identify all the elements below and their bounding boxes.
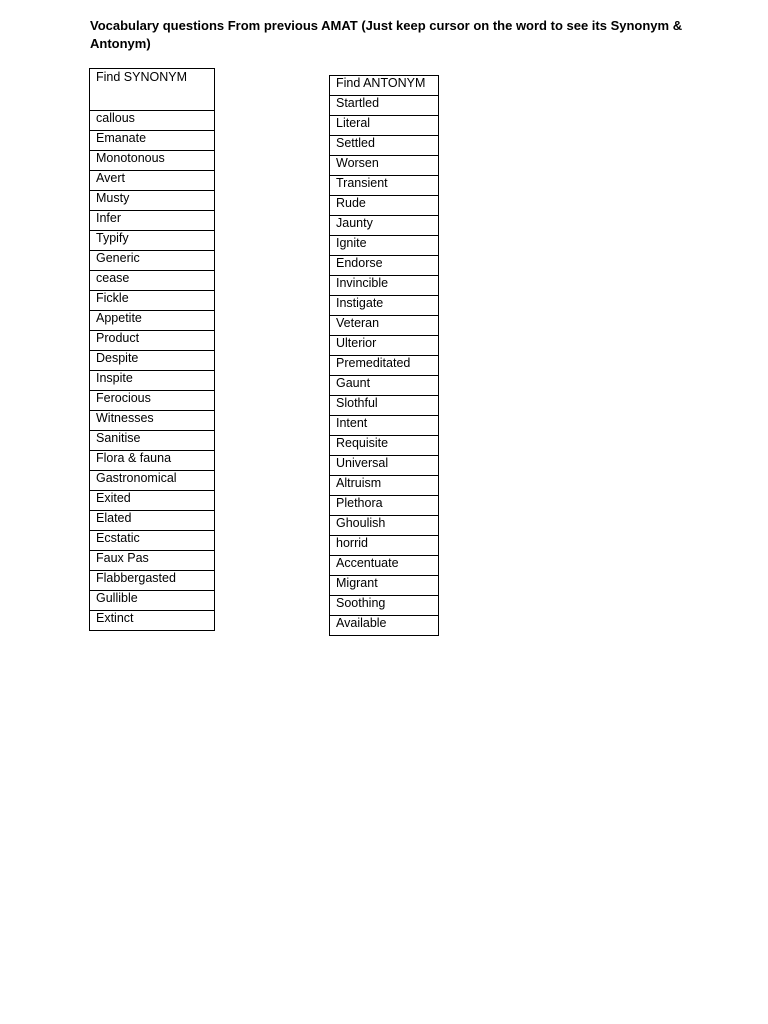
antonym-row xyxy=(330,116,439,136)
antonym-word[interactable]: Worsen xyxy=(330,156,439,176)
synonym-row xyxy=(90,171,215,191)
antonym-word[interactable]: Available xyxy=(330,616,439,636)
synonym-row xyxy=(90,391,215,411)
synonym-word[interactable]: Emanate xyxy=(90,131,215,151)
antonym-row xyxy=(330,356,439,376)
synonym-row xyxy=(90,111,215,131)
antonym-word[interactable]: Universal xyxy=(330,456,439,476)
antonym-word[interactable]: Soothing xyxy=(330,596,439,616)
antonym-word[interactable]: Gaunt xyxy=(330,376,439,396)
synonym-row xyxy=(90,311,215,331)
document-title: Vocabulary questions From previous AMAT (Just keep cursor on the word to see its Synonym & Antonym) xyxy=(90,18,683,51)
antonym-row xyxy=(330,616,439,636)
synonym-word[interactable]: cease xyxy=(90,271,215,291)
synonym-row xyxy=(90,371,215,391)
antonym-header-row xyxy=(330,76,439,96)
synonym-word[interactable]: Infer xyxy=(90,211,215,231)
antonym-row xyxy=(330,416,439,436)
synonym-header: Find SYNONYM xyxy=(90,69,215,111)
antonym-row xyxy=(330,596,439,616)
synonym-row xyxy=(90,231,215,251)
synonym-row xyxy=(90,471,215,491)
antonym-row xyxy=(330,516,439,536)
antonym-row xyxy=(330,256,439,276)
antonym-word[interactable]: Instigate xyxy=(330,296,439,316)
antonym-row xyxy=(330,176,439,196)
synonym-row xyxy=(90,551,215,571)
synonym-row xyxy=(90,251,215,271)
antonym-word[interactable]: Premeditated xyxy=(330,356,439,376)
antonym-word[interactable]: Requisite xyxy=(330,436,439,456)
antonym-row xyxy=(330,336,439,356)
synonym-word[interactable]: Ecstatic xyxy=(90,531,215,551)
synonym-row xyxy=(90,351,215,371)
antonym-table xyxy=(329,75,439,636)
synonym-row xyxy=(90,591,215,611)
antonym-word[interactable]: Rude xyxy=(330,196,439,216)
antonym-row xyxy=(330,496,439,516)
synonym-word[interactable]: callous xyxy=(90,111,215,131)
synonym-word[interactable]: Gullible xyxy=(90,591,215,611)
synonym-header-row xyxy=(90,69,215,111)
synonym-word[interactable]: Product xyxy=(90,331,215,351)
synonym-row xyxy=(90,571,215,591)
antonym-header: Find ANTONYM xyxy=(330,76,439,96)
antonym-word[interactable]: Transient xyxy=(330,176,439,196)
synonym-word[interactable]: Faux Pas xyxy=(90,551,215,571)
synonym-row xyxy=(90,531,215,551)
antonym-word[interactable]: Endorse xyxy=(330,256,439,276)
synonym-word[interactable]: Gastronomical xyxy=(90,471,215,491)
synonym-word[interactable]: Fickle xyxy=(90,291,215,311)
antonym-row xyxy=(330,476,439,496)
synonym-row xyxy=(90,191,215,211)
synonym-row xyxy=(90,491,215,511)
synonym-row xyxy=(90,291,215,311)
synonym-word[interactable]: Avert xyxy=(90,171,215,191)
antonym-word[interactable]: Ulterior xyxy=(330,336,439,356)
synonym-row xyxy=(90,611,215,631)
antonym-row xyxy=(330,276,439,296)
synonym-row xyxy=(90,331,215,351)
synonym-word[interactable]: Extinct xyxy=(90,611,215,631)
antonym-word[interactable]: Settled xyxy=(330,136,439,156)
synonym-row xyxy=(90,151,215,171)
antonym-row xyxy=(330,316,439,336)
antonym-row xyxy=(330,136,439,156)
antonym-word[interactable]: Intent xyxy=(330,416,439,436)
synonym-word[interactable]: Monotonous xyxy=(90,151,215,171)
antonym-row xyxy=(330,436,439,456)
synonym-table xyxy=(89,68,215,631)
synonym-row xyxy=(90,451,215,471)
antonym-row xyxy=(330,396,439,416)
antonym-word[interactable]: Ignite xyxy=(330,236,439,256)
antonym-word[interactable]: Startled xyxy=(330,96,439,116)
antonym-word[interactable]: horrid xyxy=(330,536,439,556)
antonym-word[interactable]: Jaunty xyxy=(330,216,439,236)
antonym-row xyxy=(330,456,439,476)
synonym-word[interactable]: Elated xyxy=(90,511,215,531)
antonym-word[interactable]: Accentuate xyxy=(330,556,439,576)
antonym-row xyxy=(330,236,439,256)
synonym-word[interactable]: Flora & fauna xyxy=(90,451,215,471)
synonym-word[interactable]: Exited xyxy=(90,491,215,511)
antonym-row xyxy=(330,556,439,576)
synonym-word[interactable]: Ferocious xyxy=(90,391,215,411)
antonym-row xyxy=(330,156,439,176)
synonym-row xyxy=(90,211,215,231)
antonym-row xyxy=(330,96,439,116)
synonym-word[interactable]: Musty xyxy=(90,191,215,211)
antonym-word[interactable]: Migrant xyxy=(330,576,439,596)
synonym-word[interactable]: Despite xyxy=(90,351,215,371)
antonym-word[interactable]: Altruism xyxy=(330,476,439,496)
antonym-row xyxy=(330,376,439,396)
antonym-row xyxy=(330,536,439,556)
synonym-word[interactable]: Typify xyxy=(90,231,215,251)
antonym-word[interactable]: Ghoulish xyxy=(330,516,439,536)
antonym-word[interactable]: Plethora xyxy=(330,496,439,516)
antonym-word[interactable]: Invincible xyxy=(330,276,439,296)
synonym-word[interactable]: Flabbergasted xyxy=(90,571,215,591)
antonym-row xyxy=(330,576,439,596)
synonym-row xyxy=(90,411,215,431)
antonym-word[interactable]: Literal xyxy=(330,116,439,136)
synonym-word[interactable]: Witnesses xyxy=(90,411,215,431)
synonym-word[interactable]: Generic xyxy=(90,251,215,271)
synonym-row xyxy=(90,431,215,451)
antonym-row xyxy=(330,216,439,236)
synonym-word[interactable]: Sanitise xyxy=(90,431,215,451)
synonym-row xyxy=(90,131,215,151)
synonym-word[interactable]: Appetite xyxy=(90,311,215,331)
antonym-row xyxy=(330,296,439,316)
antonym-word[interactable]: Slothful xyxy=(330,396,439,416)
synonym-word[interactable]: Inspite xyxy=(90,371,215,391)
antonym-word[interactable]: Veteran xyxy=(330,316,439,336)
synonym-row xyxy=(90,511,215,531)
synonym-row xyxy=(90,271,215,291)
antonym-row xyxy=(330,196,439,216)
